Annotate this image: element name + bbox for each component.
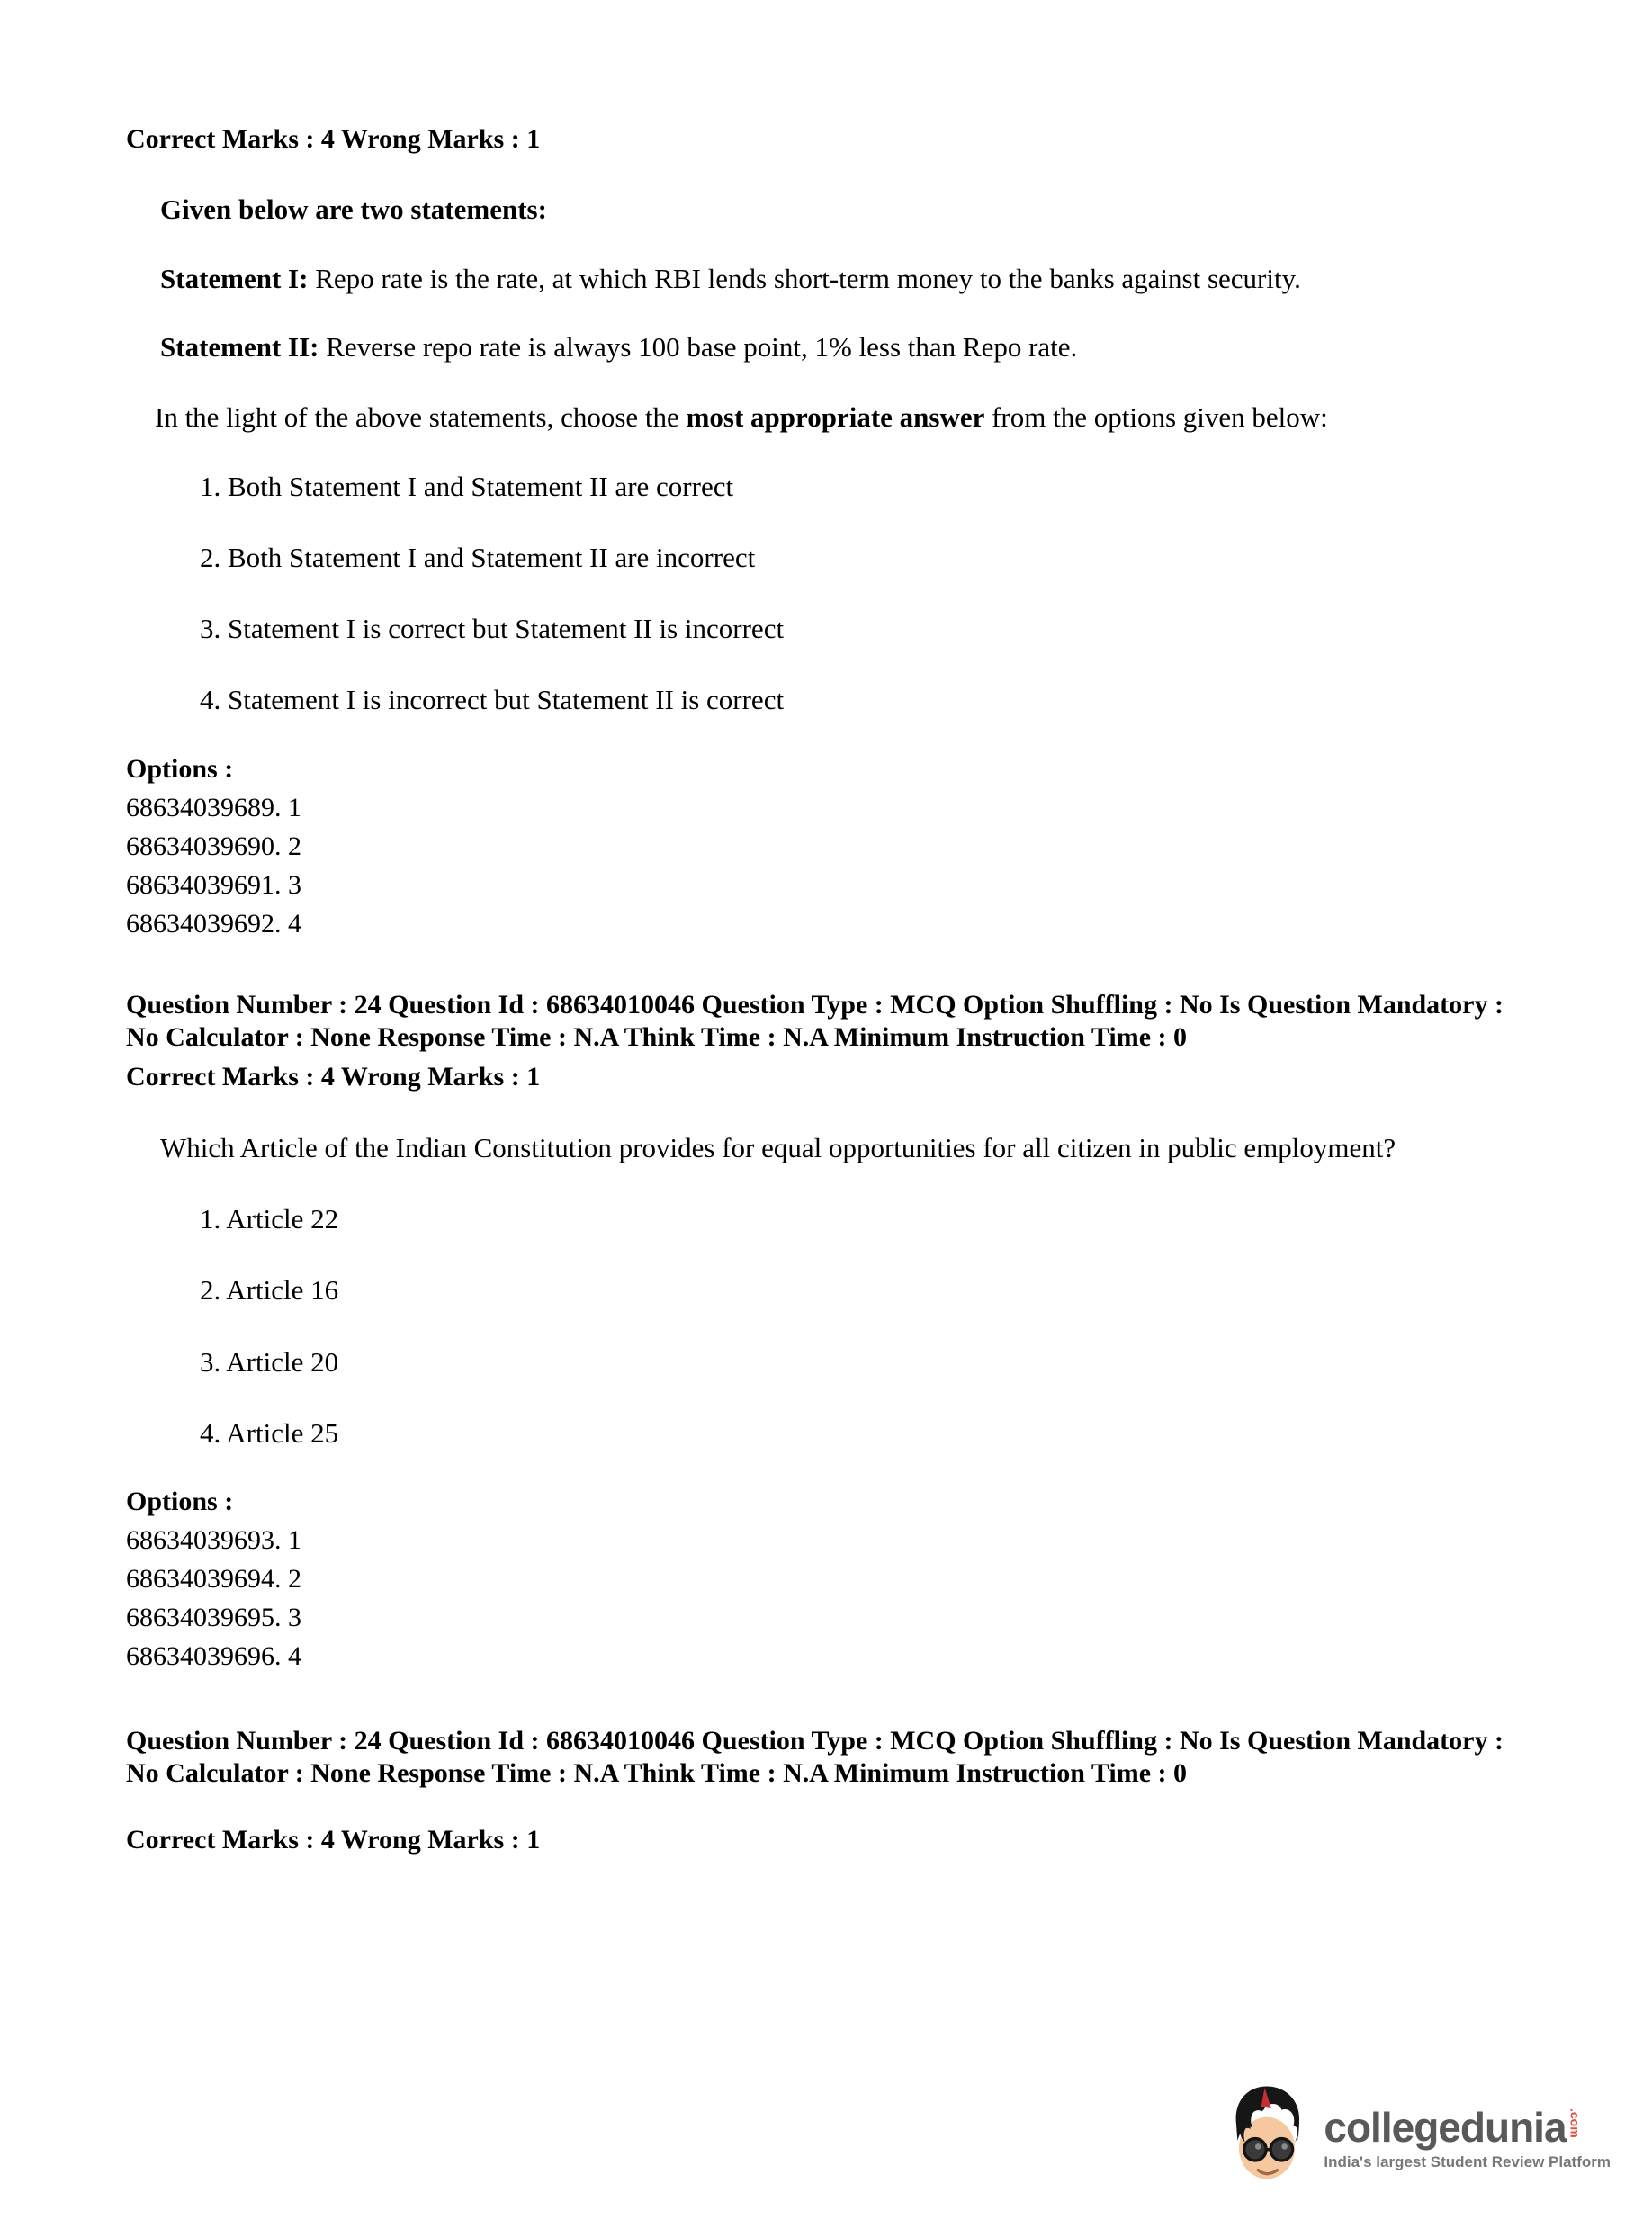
option-id: 68634039689. 1: [126, 793, 301, 822]
choice-2: 2. Article 16: [200, 1274, 339, 1306]
option-id-list: [126, 1521, 301, 1675]
choice-1: 1. Article 22: [200, 1203, 339, 1235]
collegedunia-mascot-icon: [1223, 2083, 1311, 2194]
question-text: Which Article of the Indian Constitution provides for equal opportunities for all citizen in public employment?: [160, 1132, 1396, 1163]
question-meta-line-2: No Calculator : None Response Time : N.A Think Time : N.A Minimum Instruction Time : 0: [126, 1022, 1187, 1052]
correct-marks-line: Correct Marks : 4 Wrong Marks : 1: [126, 1062, 541, 1092]
collegedunia-logo: [1223, 2083, 1611, 2194]
brand-name: collegedunia: [1324, 2103, 1567, 2151]
choice-4: 4. Statement I is incorrect but Statement II is correct: [200, 684, 785, 715]
closing-bold: most appropriate answer: [686, 401, 985, 433]
correct-marks-line: Correct Marks : 4 Wrong Marks : 1: [126, 124, 541, 154]
options-label: Options :: [126, 754, 234, 784]
collegedunia-wordmark: [1324, 2103, 1611, 2171]
option-id: 68634039695. 3: [126, 1603, 301, 1632]
question-meta-line-1: Question Number : 24 Question Id : 68634010046 Question Type : MCQ Option Shuffling : No Is Question Mandatory :: [126, 1726, 1504, 1756]
statement-1: [160, 263, 1301, 295]
closing-post: from the options given below:: [984, 401, 1328, 433]
option-id: 68634039691. 3: [126, 870, 301, 900]
options-label: Options :: [126, 1487, 234, 1516]
choice-1: 1. Both Statement I and Statement II are correct: [200, 471, 734, 502]
question-meta-line-2: No Calculator : None Response Time : N.A Think Time : N.A Minimum Instruction Time : 0: [126, 1758, 1187, 1788]
option-id: 68634039694. 2: [126, 1564, 301, 1594]
question-closing-line: [155, 401, 1328, 434]
choice-2: 2. Both Statement I and Statement II are incorrect: [200, 542, 756, 573]
statement-1-label: Statement I:: [160, 263, 309, 294]
statement-1-text: Repo rate is the rate, at which RBI lends short-term money to the banks against security.: [308, 263, 1301, 294]
option-id-list: [126, 788, 301, 943]
choice-3: 3. Statement I is correct but Statement II is incorrect: [200, 613, 785, 644]
closing-pre: In the light of the above statements, choose the: [155, 401, 687, 433]
statement-2: [160, 331, 1077, 364]
statement-2-text: Reverse repo rate is always 100 base point, 1% less than Repo rate.: [319, 331, 1078, 363]
question-intro: Given below are two statements:: [160, 193, 547, 225]
statement-2-label: Statement II:: [160, 331, 319, 363]
brand-tld: .com: [1567, 2107, 1583, 2138]
option-id: 68634039692. 4: [126, 909, 301, 939]
correct-marks-line: Correct Marks : 4 Wrong Marks : 1: [126, 1825, 541, 1855]
choice-4: 4. Article 25: [200, 1417, 339, 1449]
option-id: 68634039693. 1: [126, 1525, 301, 1555]
question-meta-line-1: Question Number : 24 Question Id : 68634010046 Question Type : MCQ Option Shuffling : No Is Question Mandatory :: [126, 990, 1504, 1020]
brand-tagline: India's largest Student Review Platform: [1324, 2152, 1611, 2170]
option-id: 68634039690. 2: [126, 831, 301, 861]
choice-3: 3. Article 20: [200, 1346, 339, 1378]
option-id: 68634039696. 4: [126, 1641, 301, 1671]
